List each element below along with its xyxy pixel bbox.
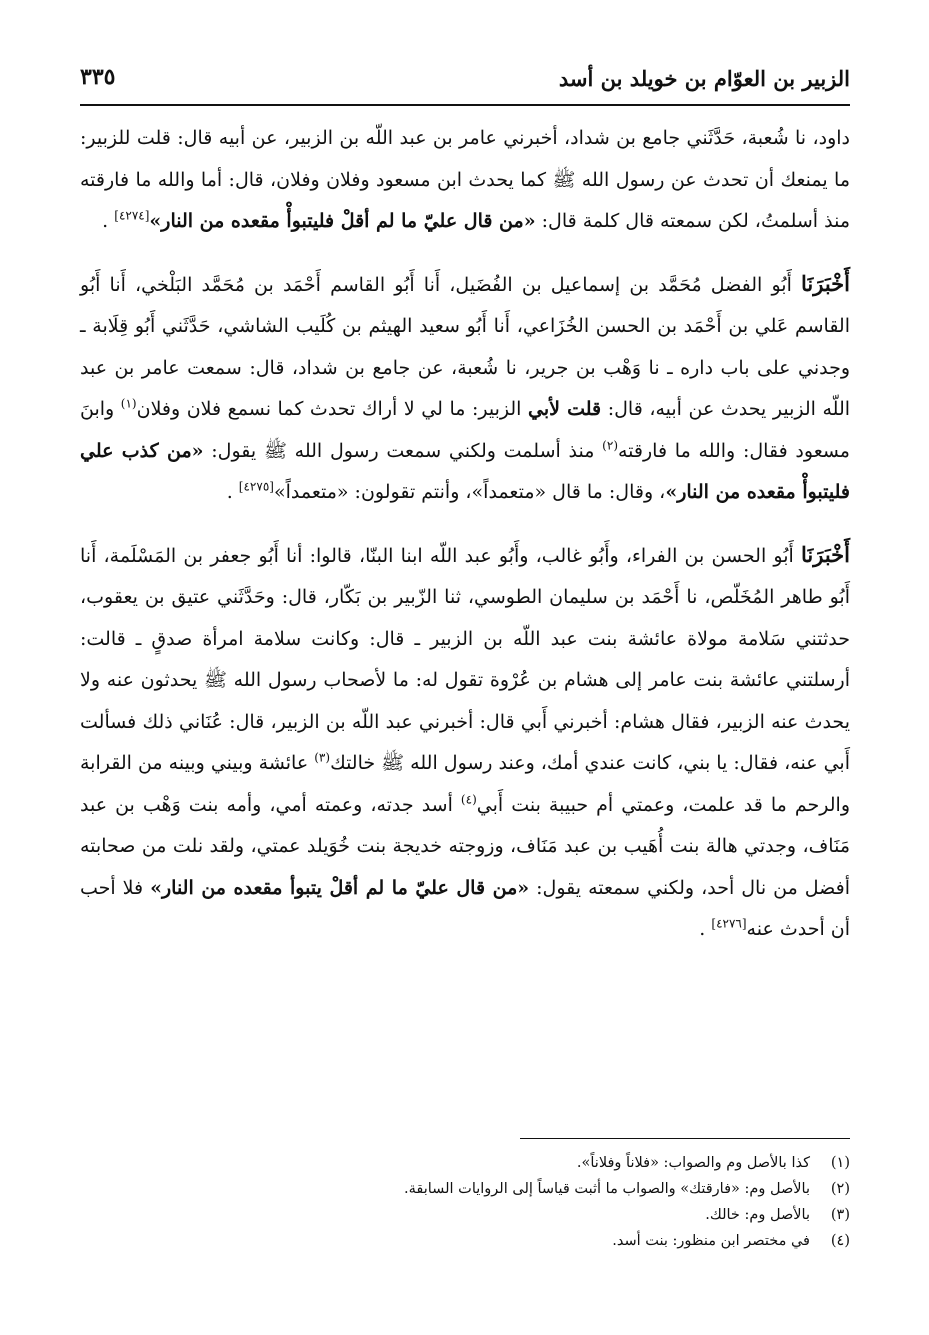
- footnote-item: [80, 1176, 850, 1202]
- paragraph-2: [80, 263, 850, 514]
- footnote-marker: (٣): [314, 750, 331, 765]
- text-run: ، وقال: ما قال «متعمداً»، وأنتم تقولون: «متعمداً»: [273, 481, 666, 503]
- footnote-text: في مختصر ابن منظور: بنت أسد.: [612, 1233, 810, 1249]
- text-run: داود، نا شُعبة، حَدَّثَني جامع بن شداد، أخبرني عامر بن عبد اللّه بن الزبير، عن أبيه قال: قلت للزبير: ما يمنعك أن تحدث عن رسول الله ﷺ كما يحدث ابن مسعود وفلان وفلان، قال: أما والله ما فارقته منذ أسلمتُ، لكن سمعته قال كلمة قال:: [80, 127, 850, 232]
- hadith-quote: «من قال عليّ ما لم أقلْ يتبوأ مقعده من النار»: [150, 876, 530, 899]
- text-run: أسد جدته، وعمته أمي، وأمه بنت وَهْب بن عبد مَنَاف، وجدتي هالة بنت أُهَيب بن عبد مَنَاف، وزوجته خديجة بنت خُوَيلد عمتي، ولقد نلت من صحابته أفضل من نال أحد، ولكني سمعته يقول:: [80, 793, 850, 899]
- paragraph-3: [80, 534, 850, 951]
- page-number: ٣٣٥: [80, 64, 116, 90]
- footnote-item: [80, 1228, 850, 1254]
- footnote-divider: [520, 1138, 850, 1139]
- hadith-number: [٤٢٧٦]: [711, 916, 747, 931]
- text-run: عائشة وبيني وبينه من القرابة والرحم ما قد علمت، وعمتي أم حبيبة بنت أَبي: [80, 752, 850, 816]
- footnote-number: (٤): [830, 1233, 850, 1249]
- text-run: وابنَ مسعود فقال: والله ما فارقته: [80, 398, 850, 462]
- page-header: [80, 62, 850, 102]
- paragraph-lead-word: أَخْبَرَنَا: [801, 270, 850, 296]
- text-run: أَبُو الحسن بن الفراء، وأَبُو غالب، وأَبُو عبد اللّه ابنا البنّا، قالوا: أنا أَبُو جعفر بن المَسْلَمة، أَنا أَبُو طاهر المُخَلّص، نا أَحْمَد بن سليمان الطوسي، ثنا الزّبير بن بَكّار، قال: وحَدَّثَني عتيق بن يعقوب، حدثتني سَلامة مولاة عائشة بنت عبد اللّه بن الزبير ـ قال: وكانت سلامة امرأة صدقٍ ـ قالت: أرسلتني عائشة بنت عامر إلى هشام بن عُرْوة تقول له: ما لأصحاب رسول الله ﷺ يحدثون عنه ولا يحدث عنه الزبير، فقال هشام: أخبرني أَبي قال: أخبرني عبد اللّه بن الزبير، قال: عُنَاني ذلك فسألت أَبي عنه، فقال: يا بني، كانت عندي أمك، وعند رسول الله ﷺ خالتك: [80, 544, 850, 774]
- running-title: الزبير بن العوّام بن خويلد بن أسد: [558, 66, 850, 91]
- text-run: أَبُو الفضل مُحَمَّد بن إسماعيل بن الفُضَيل، أَنا أَبُو القاسم أَحْمَد بن مُحَمَّد البَلْخي، أَنا أَبُو القاسم عَلي بن أَحْمَد بن الحسن الخُزَاعي، أَنا أَبُو سعيد الهيثم بن كُلَيب الشاشي، حَدَّثَني أَبُو قِلَابة ـ وجدني على باب داره ـ نا وَهْب بن جرير، نا شُعبة، عن جامع بن شداد، قال: سمعت عامر بن عبد اللّه الزبير يحدث عن أبيه، قال:: [80, 273, 851, 420]
- text-run: منذ أسلمت ولكني سمعت رسول الله ﷺ يقول:: [203, 439, 603, 462]
- paragraph-1: [80, 118, 850, 243]
- footnote-number: (١): [830, 1155, 850, 1171]
- hadith-quote: «من قال عليّ ما لم أقلْ فليتبوأْ مقعده من النار»: [149, 210, 536, 232]
- bold-phrase: قلت لأبي: [528, 398, 602, 420]
- hadith-quote: «من كذب علي فليتبوأْ مقعده من النار»: [80, 439, 850, 503]
- footnote-number: (٣): [830, 1207, 850, 1223]
- text-run: .: [226, 481, 239, 503]
- footnote-marker: (٤): [460, 792, 477, 807]
- footnote-number: (٢): [830, 1181, 850, 1197]
- paragraph-lead-word: أَخْبَرَنَا: [801, 541, 850, 567]
- main-text: [80, 118, 850, 971]
- footnote-text: بالأصل وم: خالك.: [705, 1207, 810, 1223]
- hadith-number: [٤٢٧٤]: [114, 208, 150, 223]
- text-run: .: [699, 918, 712, 940]
- text-run: الزبير: ما لي لا أراك تحدث كما نسمع فلان وفلان: [136, 398, 528, 420]
- header-divider: [80, 104, 850, 106]
- text-run: فلا أحب أن أحدث عنه: [80, 876, 850, 940]
- text-run: .: [102, 210, 115, 232]
- footnote-marker: (٢): [602, 438, 618, 453]
- footnotes: [80, 1150, 850, 1254]
- footnote-text: بالأصل وم: «فارقتك» والصواب ما أثبت قياساً إلى الروايات السابقة.: [404, 1181, 810, 1197]
- hadith-number: [٤٢٧٥]: [238, 479, 274, 494]
- footnote-item: [80, 1202, 850, 1228]
- footnote-item: [80, 1150, 850, 1176]
- footnote-text: كذا بالأصل وم والصواب: «فلاناً وفلاناً».: [576, 1155, 810, 1171]
- footnote-marker: (١): [120, 396, 137, 411]
